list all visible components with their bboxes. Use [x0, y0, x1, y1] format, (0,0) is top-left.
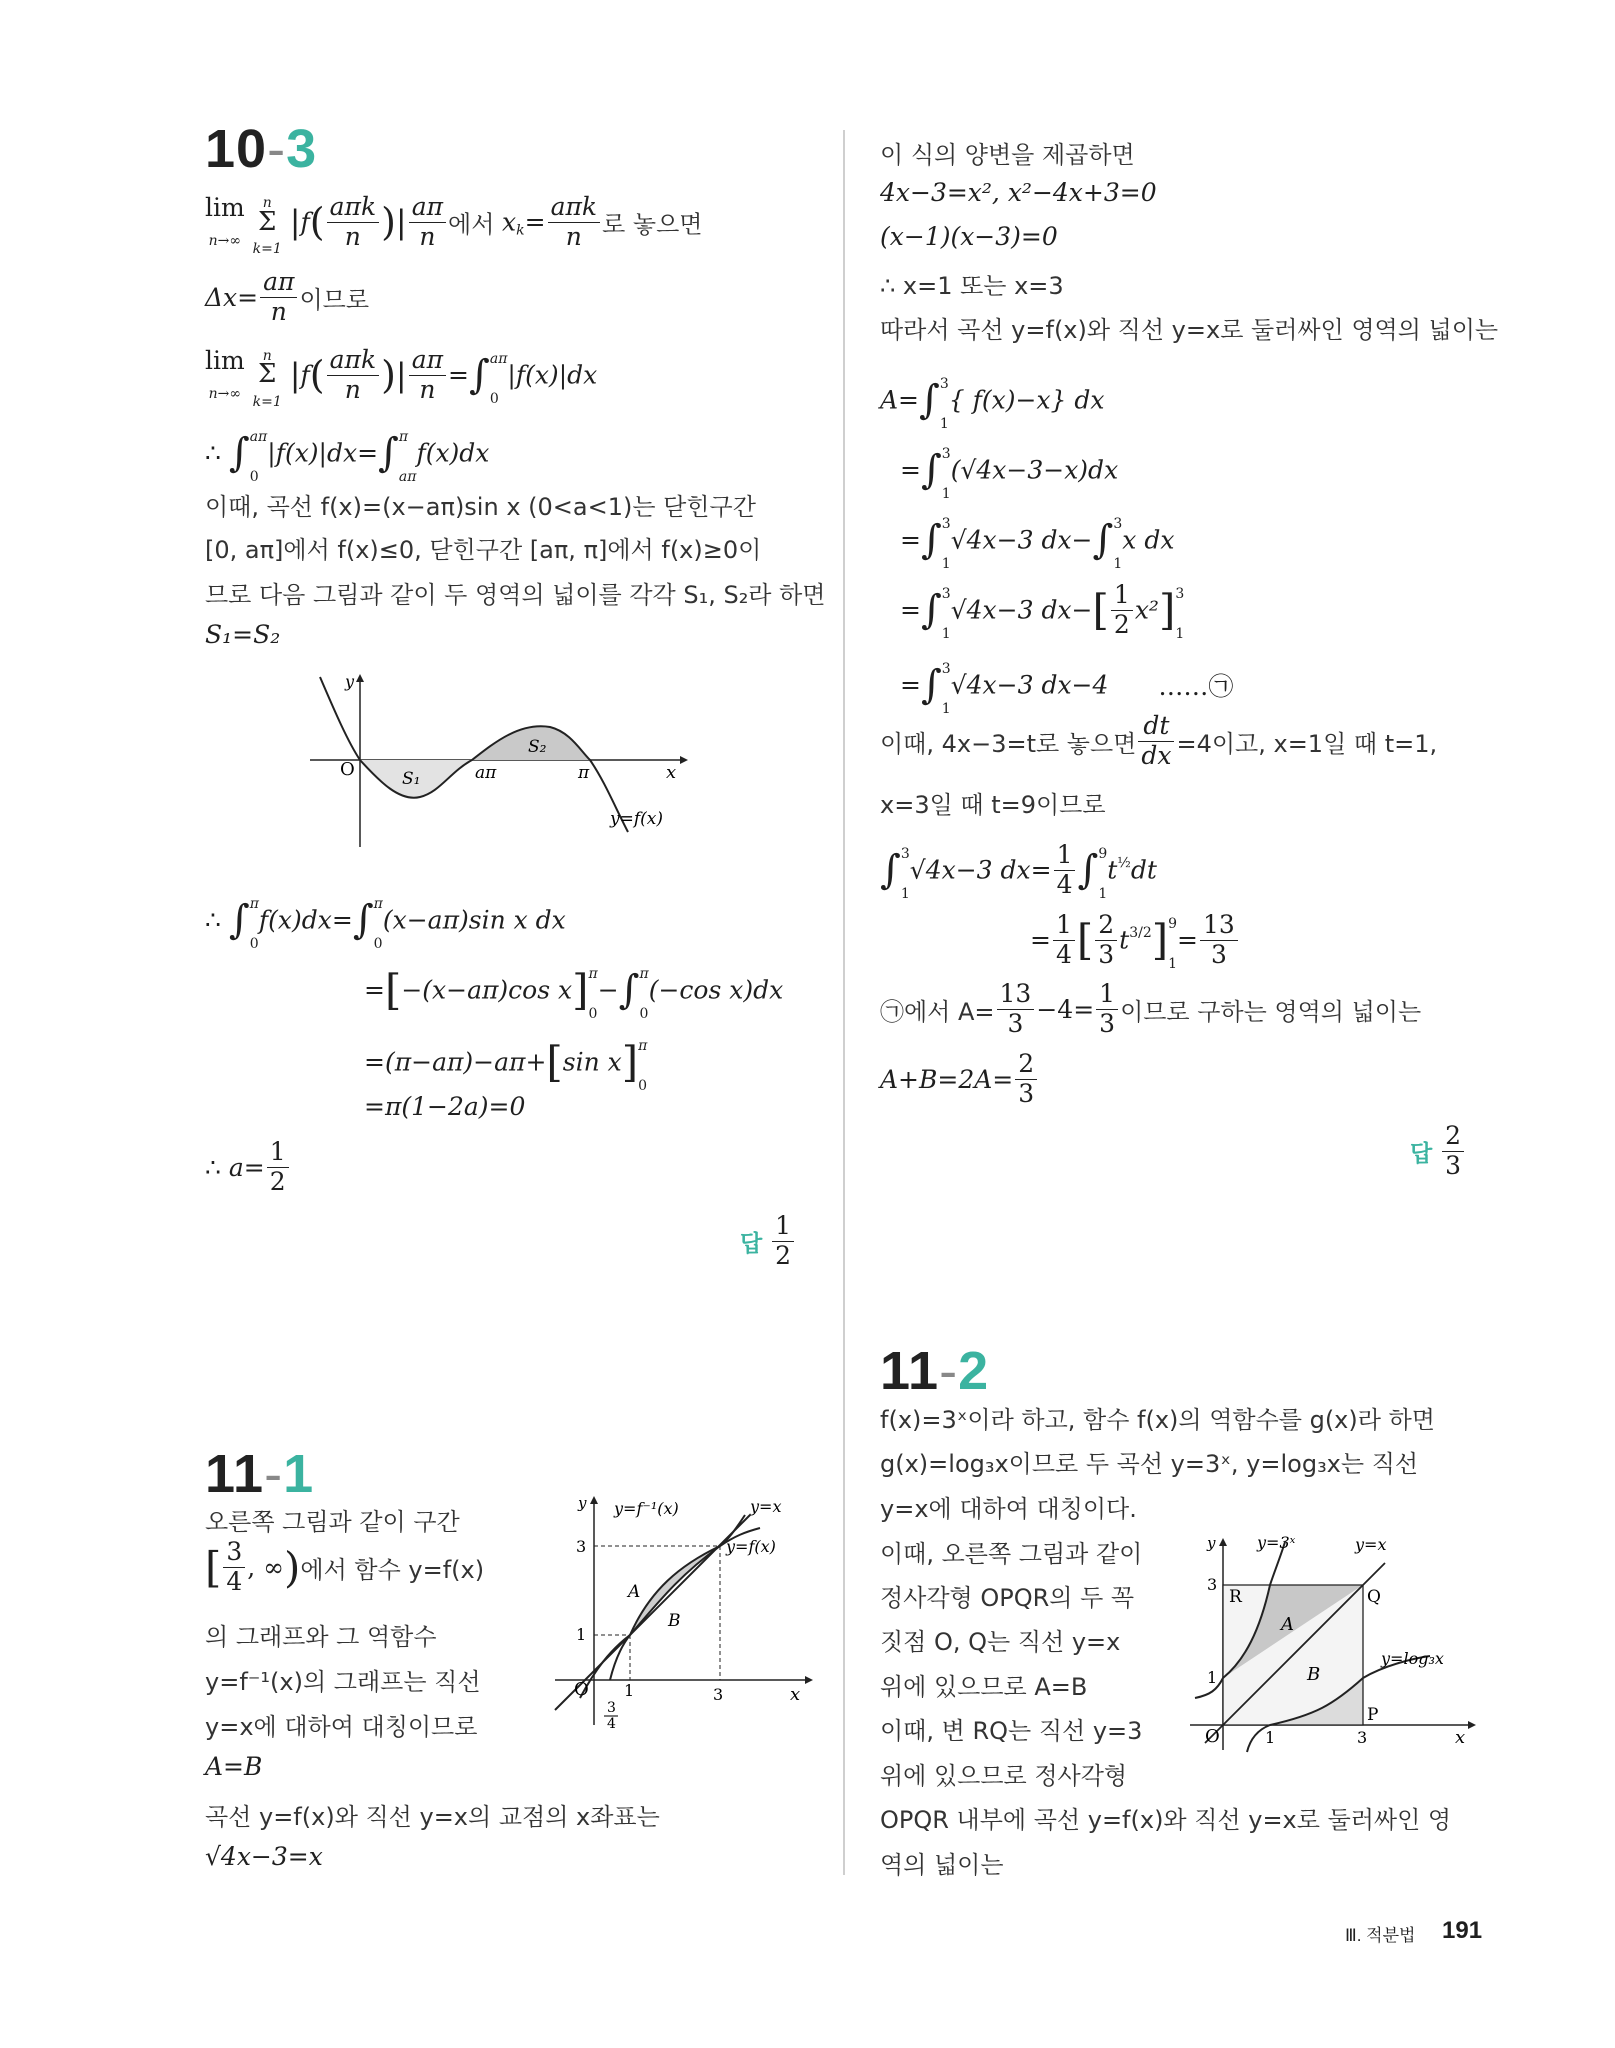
x-one-label: 1 — [1265, 1728, 1276, 1747]
x-label: x — [790, 1684, 801, 1705]
q11-line-h: √4x−3=x — [205, 1842, 323, 1871]
q11-line-d: y=f⁻¹(x)의 그래프는 직선 — [205, 1668, 481, 1696]
eq-limit-sum-1: lim n→∞ n Σ k=1 |f( $\frac{\text{aπk}}{n}$ )| $\frac{a\pi}{n}$ 에서 $x_k=$ $\frac{\text{aπk}}{n}$ 로 놓으면 — [205, 191, 703, 257]
r-subst-2: = $\frac{1}{4}$ [ $\frac{2}{3}$ $t^{3/2}]9$ 1= $\frac{13}{3}$ — [1030, 900, 1240, 980]
eq-block-2: =[−(x−aπ)cos x]π 0−∫π 0(−cos x)dx — [364, 965, 784, 1022]
graph-inverse-functions — [550, 1490, 820, 1730]
a-label: A — [628, 1582, 641, 1602]
r-eq-3: =∫3 1√4x−3 dx−∫3 1x dx — [900, 516, 1175, 572]
footer-section: Ⅲ. 적분법 — [1345, 1926, 1416, 1945]
s1-label: S₁ — [402, 769, 421, 789]
eq-block-1: ∴ ∫π 0f(x)dx=∫π 0(x−aπ)sin x dx — [205, 896, 566, 952]
y-axis-arrow — [356, 674, 364, 682]
q11-line-e: y=x에 대하여 대칭이므로 — [205, 1713, 478, 1741]
yx-label: y=x — [1355, 1535, 1387, 1554]
yx-label: y=x — [750, 1497, 782, 1516]
r-eq-2: =∫3 1(√4x−3−x)dx — [900, 446, 1119, 502]
curve-finv — [580, 1515, 745, 1698]
x-axis-arrow — [1468, 1721, 1476, 1729]
r-subst-1: ∫3 1√4x−3 dx= $\frac{1}{4}$ ∫9 $1t^{\frac{1}{2}}dt$ — [880, 839, 1157, 902]
r-line-2: 4x−3=x², x²−4x+3=0 — [880, 178, 1157, 207]
finv-label: y=f⁻¹(x) — [614, 1499, 679, 1518]
y-axis-arrow — [1219, 1538, 1227, 1546]
graph-exp-log — [1185, 1530, 1485, 1755]
heading-11-1: 11-1 — [205, 1444, 315, 1504]
r-line-7: x=3일 때 t=9이므로 — [880, 791, 1106, 819]
r-line-6: 이때, 4x−3=t로 놓으면 $\frac{dt}{dx}$ =4이고, x=1일 때 t=1, — [880, 711, 1438, 770]
r-line-4: ∴ x=1 또는 x=3 — [880, 272, 1064, 300]
r-eq-1: A=∫3 1{ f(x)−x} dx — [880, 376, 1105, 432]
page-number: 191 — [1442, 1917, 1483, 1944]
frac34-num: 3 — [607, 1700, 616, 1716]
x-label: x — [1455, 1727, 1466, 1748]
x-axis-arrow — [805, 1676, 813, 1684]
x-axis-arrow — [680, 756, 688, 764]
x-three-label: 3 — [1357, 1728, 1368, 1747]
y-one-label: 1 — [1207, 1668, 1218, 1687]
x-three-label: 3 — [713, 1685, 724, 1704]
answer-10-3: 답 $\frac{1}{2}$ — [740, 1212, 796, 1271]
pi-label: π — [578, 763, 590, 783]
eq-result-a: ∴ a= $\frac{1}{2}$ — [205, 1138, 291, 1197]
eq-block-4: =π(1−2a)=0 — [364, 1092, 526, 1121]
q2-line-f: 짓점 O, Q는 직선 y=x — [880, 1628, 1121, 1656]
q11-line-b: [ $\frac{3}{4}$ , ∞)에서 함수 y=f(x) — [205, 1537, 485, 1596]
para-c: 므로 다음 그림과 같이 두 영역의 넓이를 각각 S₁, S₂라 하면 — [205, 581, 826, 609]
r-line-8: ㉠에서 A= $\frac{13}{3}$ −4= $\frac{1}{3}$ 이므로 구하는 영역의 넓이는 — [880, 979, 1422, 1038]
r-line-9: A+B=2A= $\frac{2}{3}$ — [880, 1050, 1039, 1109]
q2-line-h: 이때, 변 RQ는 직선 y=3 — [880, 1717, 1143, 1745]
x-one-label: 1 — [624, 1681, 635, 1700]
heading-11-2: 11-2 — [880, 1341, 990, 1401]
para-d: S₁=S₂ — [205, 620, 281, 649]
heading-10-3: 10-3 — [205, 119, 318, 179]
r-line-3: (x−1)(x−3)=0 — [880, 222, 1058, 251]
q2-line-d: 이때, 오른쪽 그림과 같이 — [880, 1540, 1143, 1568]
y-label: y — [578, 1494, 587, 1512]
origin-label: O — [340, 759, 355, 780]
y-three-label: 3 — [576, 1537, 587, 1556]
q2-line-c: y=x에 대하여 대칭이다. — [880, 1495, 1137, 1523]
q2-line-a: f(x)=3ˣ이라 하고, 함수 f(x)의 역함수를 g(x)라 하면 — [880, 1406, 1435, 1434]
curve-label: y=f(x) — [610, 809, 663, 829]
b-label: B — [668, 1611, 681, 1631]
frac34-den: 4 — [607, 1716, 616, 1730]
y-label: y — [1207, 1534, 1216, 1552]
q11-line-f: A=B — [205, 1752, 263, 1781]
r-line-5: 따라서 곡선 y=f(x)와 직선 y=x로 둘러싸인 영역의 넓이는 — [880, 316, 1499, 344]
answer-11-1: 답 $\frac{2}{3}$ — [1410, 1122, 1466, 1181]
b-label: B — [1307, 1664, 1321, 1685]
y3x-label: y=3ˣ — [1257, 1533, 1296, 1552]
q11-line-a: 오른쪽 그림과 같이 구간 — [205, 1508, 460, 1536]
q2-line-i: 위에 있으므로 정사각형 — [880, 1762, 1128, 1790]
para-b: [0, aπ]에서 f(x)≤0, 닫힌구간 [aπ, π]에서 f(x)≥0이 — [205, 536, 762, 564]
fx-label: y=f(x) — [726, 1537, 776, 1556]
eq-limit-sum-2: lim n→∞ n Σ k=1 |f( $\frac{\text{aπk}}{n}$ )| $\frac{a\pi}{n}$ =∫aπ 0|f(x)|dx — [205, 344, 598, 410]
q2-line-e: 정사각형 OPQR의 두 꼭 — [880, 1584, 1135, 1612]
r-label: R — [1229, 1587, 1242, 1607]
q2-line-b: g(x)=log₃x이므로 두 곡선 y=3ˣ, y=log₃x는 직선 — [880, 1450, 1419, 1478]
y-three-label: 3 — [1207, 1575, 1218, 1594]
api-label: aπ — [475, 763, 497, 783]
q-label: Q — [1367, 1587, 1381, 1607]
eq-integral-equality: ∴ ∫aπ 0|f(x)|dx=∫π aπf(x)dx — [205, 429, 490, 485]
q2-line-j: OPQR 내부에 곡선 y=f(x)와 직선 y=x로 둘러싸인 영 — [880, 1806, 1452, 1834]
eq-delta-x: Δx= $\frac{a\pi}{n}$ 이므로 — [205, 267, 370, 326]
p-label: P — [1367, 1705, 1379, 1725]
origin-label: O — [574, 1679, 589, 1700]
para-a: 이때, 곡선 f(x)=(x−aπ)sin x (0<a<1)는 닫힌구간 — [205, 493, 756, 521]
q2-line-k: 역의 넓이는 — [880, 1851, 1004, 1879]
graph-fx-sine — [310, 672, 690, 852]
q11-line-c: 의 그래프와 그 역함수 — [205, 1623, 437, 1651]
s2-label: S₂ — [528, 737, 547, 757]
ylog-label: y=log₃x — [1381, 1649, 1444, 1668]
r-line-1: 이 식의 양변을 제곱하면 — [880, 141, 1135, 169]
r-eq-4: =∫3 1√4x−3 dx−[ $\frac{1}{2}$ x²]3 1 — [900, 579, 1185, 642]
a-label: A — [1281, 1614, 1294, 1635]
q2-line-g: 위에 있으므로 A=B — [880, 1673, 1088, 1701]
column-divider — [843, 130, 845, 1875]
q11-line-g: 곡선 y=f(x)와 직선 y=x의 교점의 x좌표는 — [205, 1803, 660, 1831]
y-label: y — [345, 672, 355, 691]
y-axis-arrow — [590, 1496, 598, 1504]
r-eq-5: =∫3 1√4x−3 dx−4 ……㉠ — [900, 661, 1234, 717]
x-label: x — [666, 762, 677, 783]
eq-block-3: =(π−aπ)−aπ+[sin x]π 0 — [364, 1037, 648, 1094]
y-one-label: 1 — [576, 1625, 587, 1644]
origin-label: O — [1205, 1726, 1220, 1747]
